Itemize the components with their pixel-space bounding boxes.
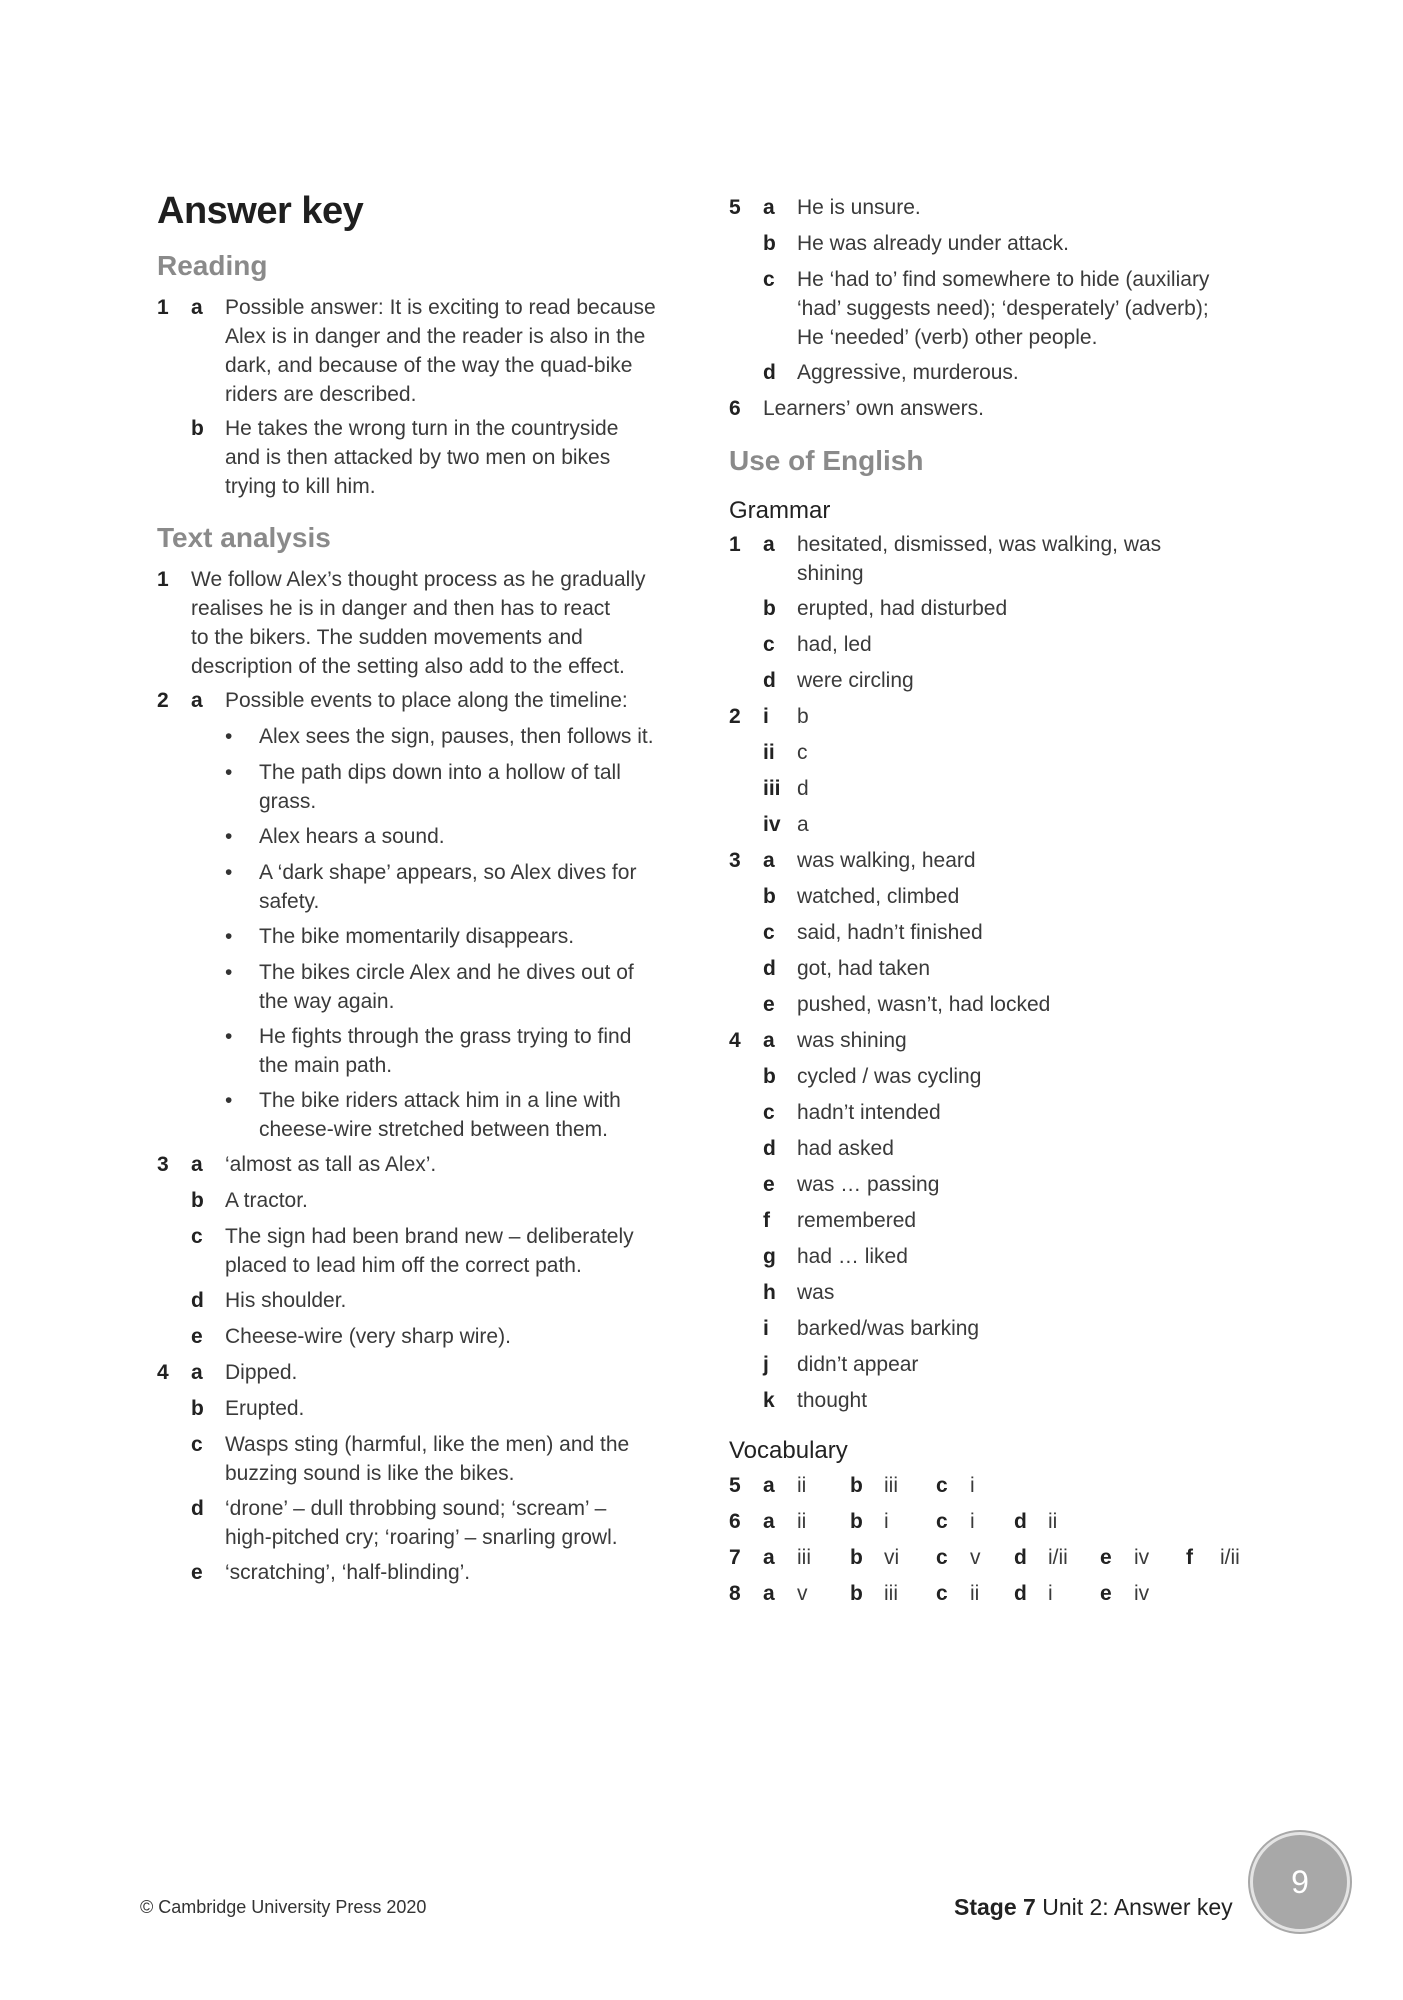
page-number-badge: 9	[1250, 1832, 1350, 1932]
vocabulary-q6: 6 a ii b i c i d ii	[729, 1510, 1058, 1533]
reading-heading: Reading	[157, 250, 268, 281]
list-item: • A ‘dark shape’ appears, so Alex dives for safety.	[225, 861, 637, 913]
reading-q1b: b He takes the wrong turn in the countryside and is then attacked by two men on bikes trying to kill him.	[191, 417, 619, 498]
grammar-q4e: e was … passing	[763, 1173, 940, 1196]
text-analysis-heading: Text analysis	[157, 522, 331, 553]
text-analysis-q4b: b Erupted.	[191, 1397, 305, 1420]
list-item: • Alex sees the sign, pauses, then follows it.	[225, 725, 654, 748]
grammar-q3b: b watched, climbed	[763, 885, 960, 908]
grammar-q1c: c had, led	[763, 633, 872, 656]
vocabulary-q5: 5 a ii b iii c i	[729, 1474, 975, 1497]
text-analysis-q4d: d ‘drone’ – dull throbbing sound; ‘scream’ – high-pitched cry; ‘roaring’ – snarling growl.	[191, 1497, 618, 1549]
text-analysis-q4a: 4 a Dipped.	[157, 1361, 298, 1384]
page-title: Answer key	[157, 190, 364, 232]
footer-stage: Stage 7	[954, 1894, 1036, 1920]
text-analysis-q3e: e Cheese-wire (very sharp wire).	[191, 1325, 511, 1348]
vocabulary-q7: 7 a iii b vi c v d i/ii e iv f i/ii	[729, 1546, 1240, 1569]
vocabulary-q8: 8 a v b iii c ii d i e iv	[729, 1582, 1150, 1605]
grammar-q4h: h was	[763, 1281, 835, 1304]
text-analysis-q5c: c He ‘had to’ find somewhere to hide (auxiliary ‘had’ suggests need); ‘desperately’ (adverb); He ‘needed’ (verb) other people.	[763, 268, 1210, 349]
grammar-q4d: d had asked	[763, 1137, 894, 1160]
copyright: © Cambridge University Press 2020	[140, 1897, 427, 1917]
grammar-q1a: 1 a hesitated, dismissed, was walking, was shining	[729, 533, 1162, 585]
grammar-q4f: f remembered	[763, 1209, 917, 1232]
text-analysis-q2a: 2 a Possible events to place along the timeline:	[157, 689, 628, 712]
text-analysis-q1: 1 We follow Alex’s thought process as he gradually realises he is in danger and then has to react to the bikers. The sudden movements and description of the setting also add to the effect.	[157, 568, 646, 678]
list-item: • The bike riders attack him in a line with cheese-wire stretched between them.	[225, 1089, 621, 1141]
grammar-q4c: c hadn’t intended	[763, 1101, 941, 1124]
text-analysis-q4e: e ‘scratching’, ‘half-blinding’.	[191, 1561, 471, 1584]
text-analysis-q4c: c Wasps sting (harmful, like the men) and the buzzing sound is like the bikes.	[191, 1433, 630, 1485]
list-item: • He fights through the grass trying to find the main path.	[225, 1025, 632, 1077]
grammar-heading: Grammar	[729, 497, 831, 524]
grammar-q4k: k thought	[763, 1389, 868, 1412]
grammar-q1d: d were circling	[763, 669, 914, 692]
text-analysis-q3d: d His shoulder.	[191, 1289, 347, 1312]
grammar-q4i: i barked/was barking	[763, 1317, 980, 1340]
list-item: • The bike momentarily disappears.	[225, 925, 575, 948]
use-of-english-heading: Use of English	[729, 445, 924, 476]
list-item: • The bikes circle Alex and he dives out of the way again.	[225, 961, 634, 1013]
grammar-q3a: 3 a was walking, heard	[729, 849, 976, 872]
grammar-q4b: b cycled / was cycling	[763, 1065, 982, 1088]
grammar-q3e: e pushed, wasn’t, had locked	[763, 993, 1051, 1016]
list-item: • The path dips down into a hollow of tall grass.	[225, 761, 621, 813]
list-item: • Alex hears a sound.	[225, 825, 445, 848]
grammar-q2-iii: iii d	[763, 777, 809, 800]
grammar-q4a: 4 a was shining	[729, 1029, 907, 1052]
text-analysis-q5d: d Aggressive, murderous.	[763, 361, 1019, 384]
grammar-q3d: d got, had taken	[763, 957, 931, 980]
footer-unit: Unit 2: Answer key	[1035, 1894, 1233, 1920]
footer-unit-label	[954, 1894, 1233, 1921]
text-analysis-q5b: b He was already under attack.	[763, 232, 1069, 255]
grammar-q4g: g had … liked	[763, 1245, 908, 1268]
text-analysis-q3b: b A tractor.	[191, 1189, 308, 1212]
text-analysis-q3a: 3 a ‘almost as tall as Alex’.	[157, 1153, 437, 1176]
text-analysis-q5a: 5 a He is unsure.	[729, 196, 921, 219]
text-analysis-q6: 6 Learners’ own answers.	[729, 397, 984, 420]
grammar-q2-i: 2 i b	[729, 705, 809, 728]
reading-q1a: 1 a Possible answer: It is exciting to read because Alex is in danger and the reader is also in the dark, and because of the way the quad-bike riders are described.	[157, 296, 656, 406]
grammar-q4j: j didn’t appear	[763, 1353, 919, 1376]
grammar-q2-ii: ii c	[763, 741, 808, 764]
grammar-q2-iv: iv a	[763, 813, 809, 836]
grammar-q1b: b erupted, had disturbed	[763, 597, 1008, 620]
vocabulary-heading: Vocabulary	[729, 1437, 848, 1464]
text-analysis-q3c: c The sign had been brand new – deliberately placed to lead him off the correct path.	[191, 1225, 634, 1277]
grammar-q3c: c said, hadn’t finished	[763, 921, 983, 944]
